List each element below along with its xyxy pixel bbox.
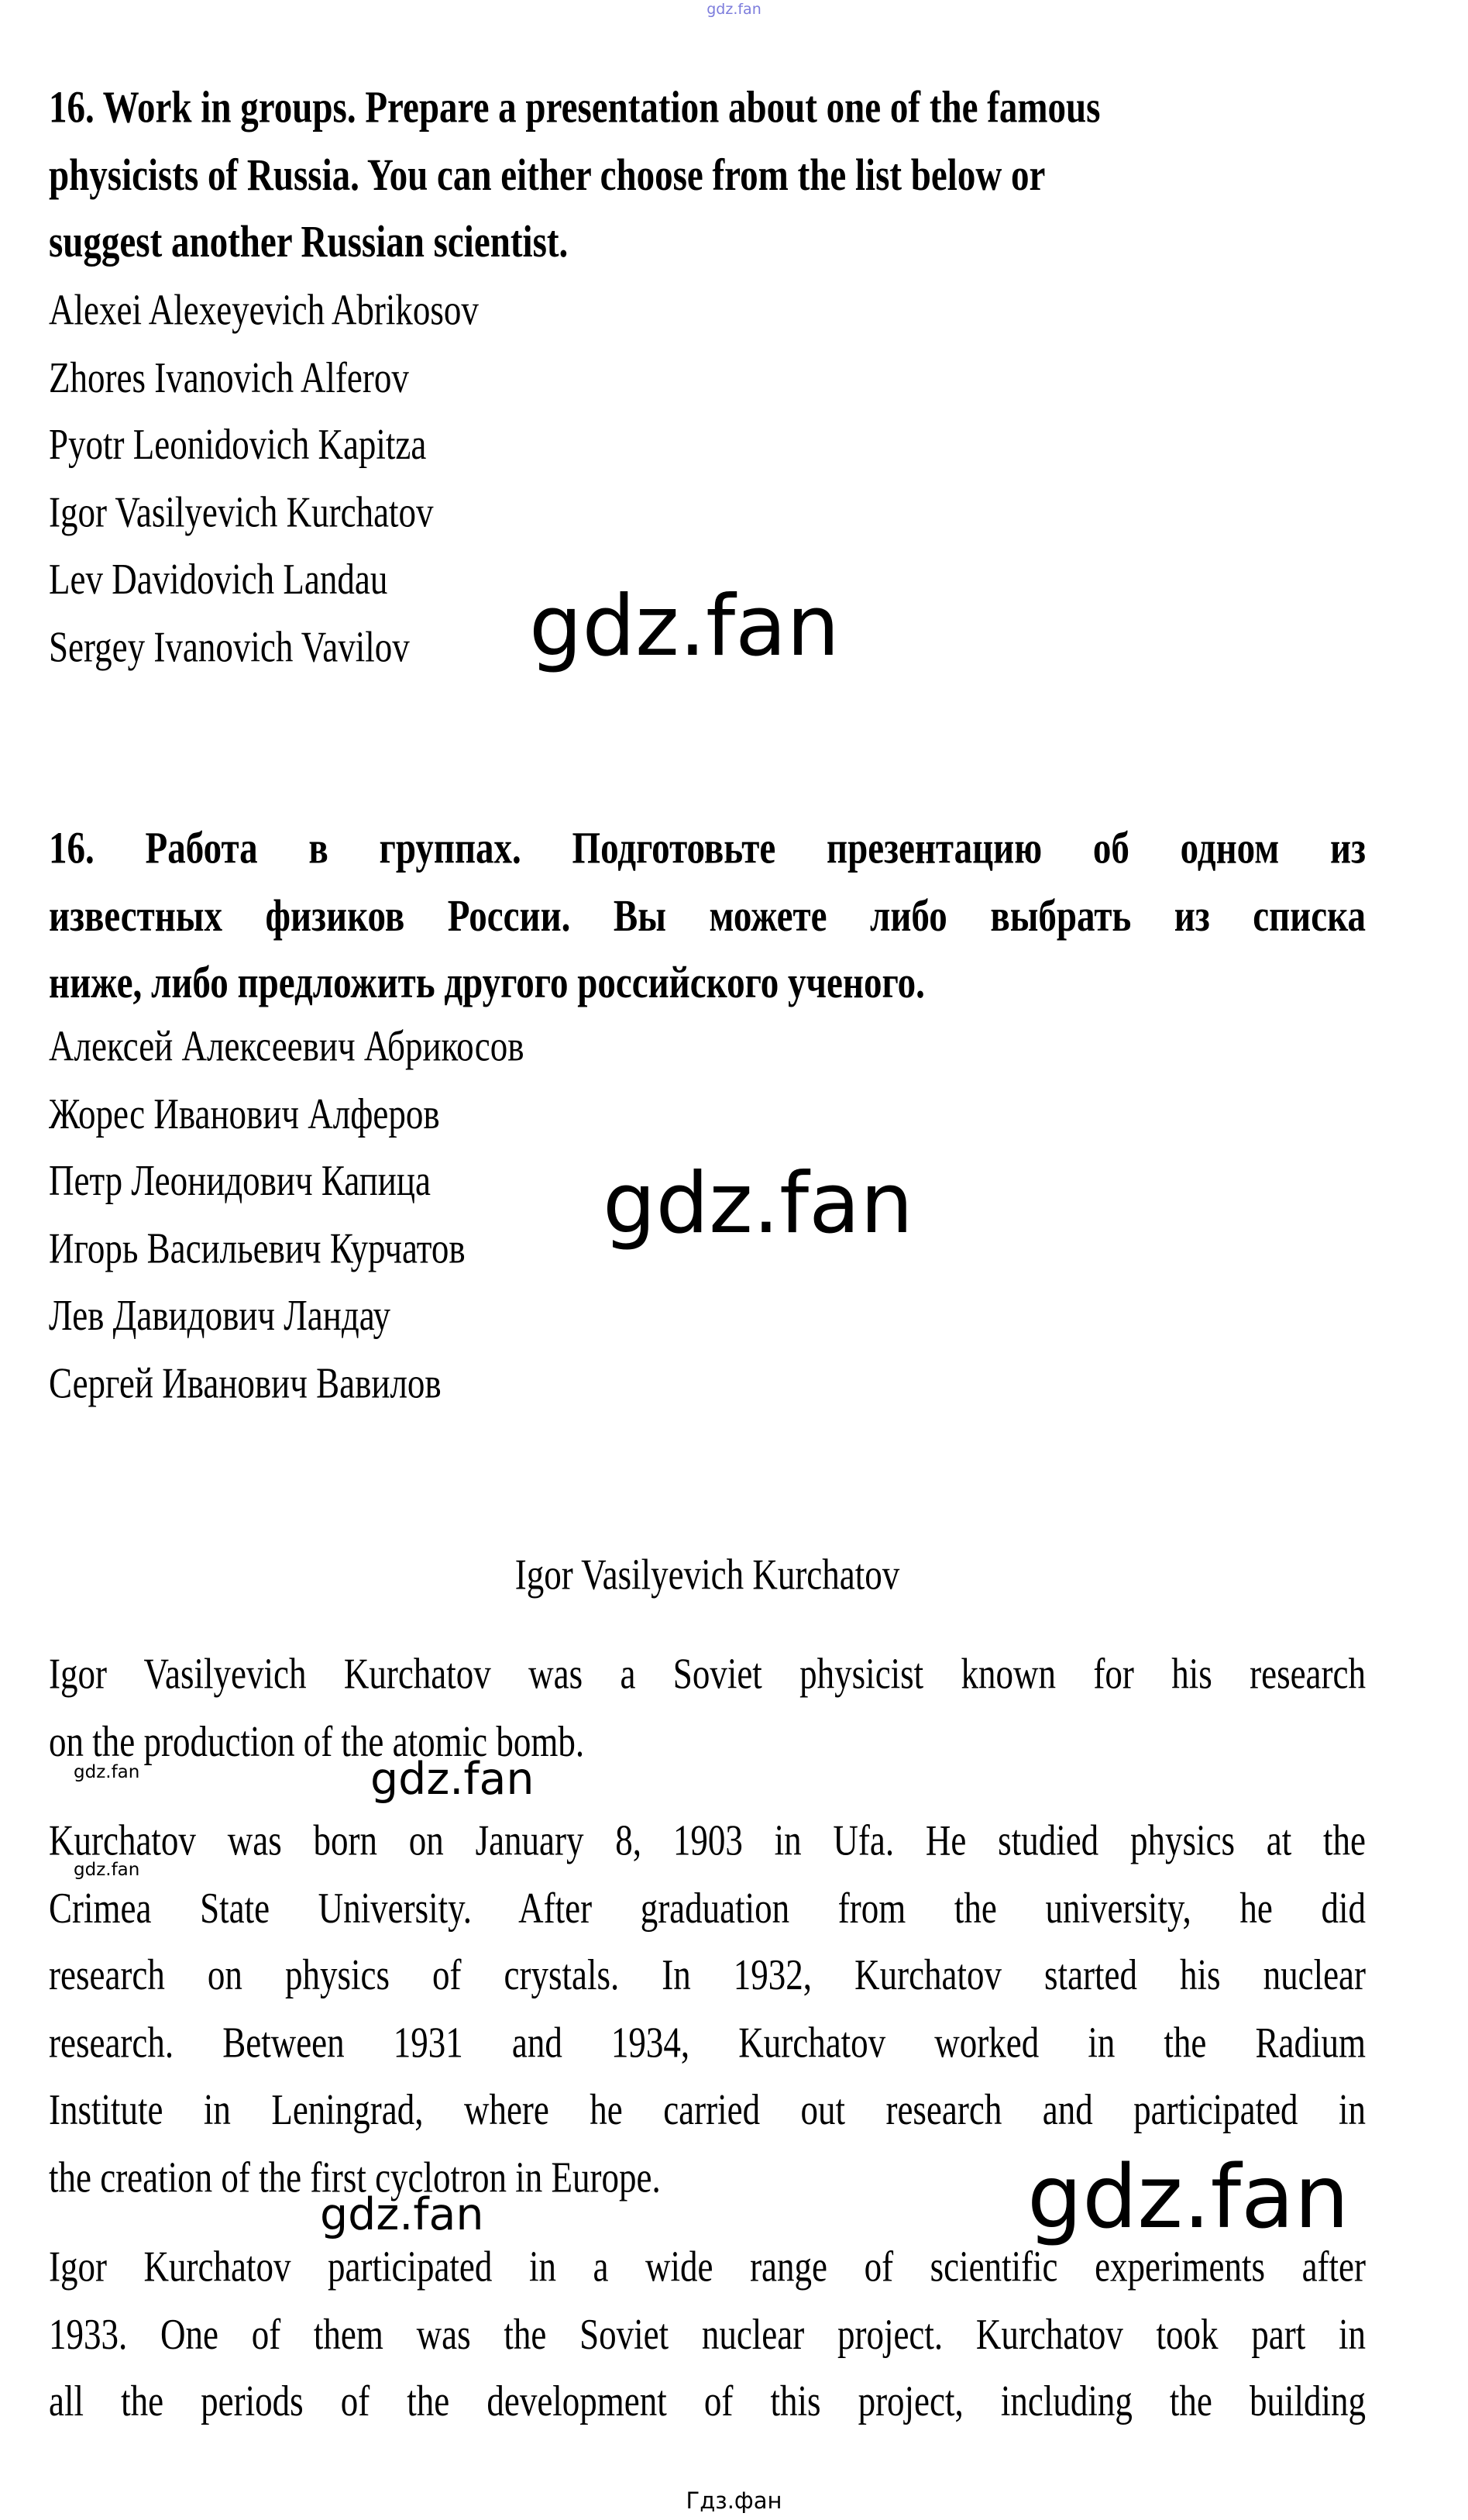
essay-paragraph-3 (49, 2233, 1366, 2436)
list-item: Lev Davidovich Landau (49, 555, 388, 604)
task-text-ru (49, 815, 1366, 1017)
essay-line: Igor Vasilyevich Kurchatov was a Soviet physicist known for his research (49, 1649, 1366, 1698)
list-item: Pyotr Leonidovich Kapitza (49, 420, 427, 469)
list-item: Alexei Alexeyevich Abrikosov (49, 285, 479, 334)
essay-line: research. Between 1931 and 1934, Kurchatov worked in the Radium (49, 2018, 1366, 2067)
essay-line: research on physics of crystals. In 1932, Kurchatov started his nuclear (49, 1950, 1366, 1999)
site-watermark-small: gdz.fan (74, 1762, 140, 1782)
site-watermark-large: gdz.fan (1027, 2147, 1349, 2248)
essay-line: 1933. One of them was the Soviet nuclear project. Kurchatov took part in (49, 2309, 1366, 2358)
essay-paragraph-1 (49, 1640, 1366, 1775)
essay-line: the creation of the first cyclotron in Europe. (49, 2153, 661, 2202)
list-item: Sergey Ivanovich Vavilov (49, 622, 410, 671)
task-ru-line-1: 16. Работа в группах. Подготовьте презентацию об одном из (49, 823, 1366, 873)
essay-line: Kurchatov was born on January 8, 1903 in Ufa. He studied physics at the (49, 1816, 1366, 1864)
list-item: Жорес Иванович Алферов (49, 1089, 440, 1138)
task-en-line-2: physicists of Russia. You can either choose from the list below or (49, 149, 1046, 200)
site-watermark-top: gdz.fan (706, 1, 762, 18)
list-item: Zhores Ivanovich Alferov (49, 353, 409, 401)
essay-line: on the production of the atomic bomb. (49, 1716, 585, 1765)
list-item: Igor Vasilyevich Kurchatov (49, 487, 434, 536)
essay-line: all the periods of the development of this project, including the building (49, 2377, 1366, 2425)
site-watermark-large: gdz.fan (603, 1155, 913, 1252)
essay-line: Crimea State University. After graduation from the university, he did (49, 1883, 1366, 1932)
essay-line: Institute in Leningrad, where he carried out research and participated in (49, 2085, 1366, 2134)
site-watermark-medium: gdz.fan (370, 1754, 535, 1805)
task-en-line-3: suggest another Russian scientist. (49, 216, 569, 267)
site-watermark-large: gdz.fan (529, 578, 840, 675)
essay-line: Igor Kurchatov participated in a wide range of scientific experiments after (49, 2242, 1366, 2291)
list-item: Лев Давидович Ландау (49, 1291, 390, 1340)
task-text-en (49, 74, 1366, 277)
site-watermark-medium: gdz.fan (320, 2189, 484, 2240)
list-item: Игорь Васильевич Курчатов (49, 1224, 466, 1272)
list-item: Петр Леонидович Капица (49, 1156, 431, 1205)
essay-title: Igor Vasilyevich Kurchatov (514, 1550, 900, 1599)
footer-brand: Гдз.фан (686, 2487, 782, 2514)
list-item: Алексей Алексеевич Абрикосов (49, 1021, 524, 1070)
list-item: Сергей Иванович Вавилов (49, 1358, 442, 1407)
task-en-line-1: 16. Work in groups. Prepare a presentation about one of the famous (49, 82, 1101, 133)
task-ru-line-3: ниже, либо предложить другого российского ученого. (49, 957, 925, 1008)
site-watermark-small: gdz.fan (74, 1860, 140, 1880)
task-ru-line-2: известных физиков России. Вы можете либо выбрать из списка (49, 890, 1366, 941)
